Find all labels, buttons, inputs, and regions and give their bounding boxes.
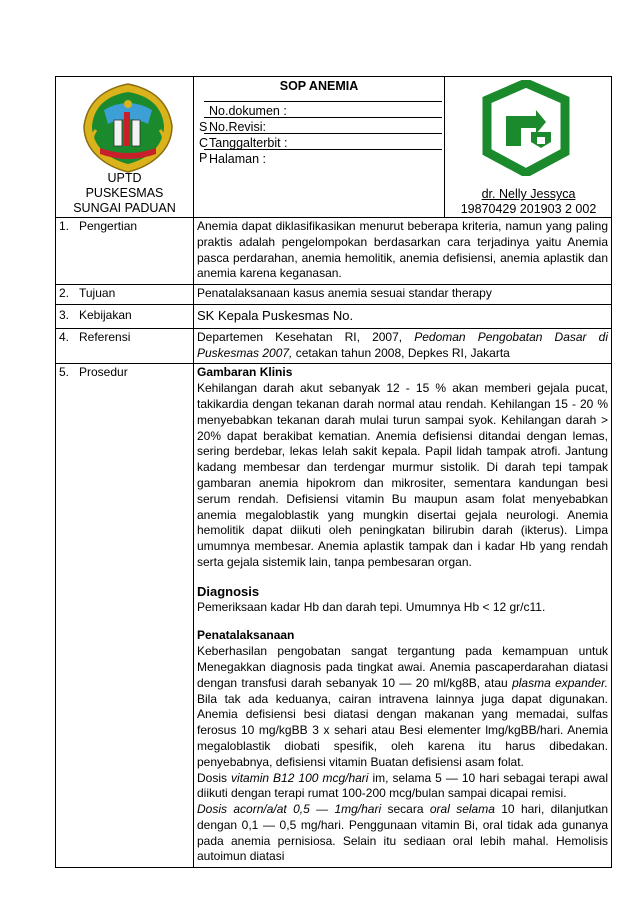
meta-tanggal-terbit: Tanggalterbit : [209, 136, 288, 150]
row-label [56, 304, 194, 328]
gambaran-klinis-text: Kehilangan darah akut sebanyak 12 - 15 % akan memberi gejala pucat, takikardia dengan tekanan darah normal atau rendah. Kehilangan 15 - 20 % menyebabkan tekanan darah mulai turun sampai syok. Kehilangan darah > 20% dapat berakibat kematian. Anemia defisiensi ditandai dengan lemas, sering berdebar, lekas lelah sakit kepala. Papil lidah tampak atrofi. Jantung kadang membesar dan terdengar murmur sistolik. Di darah tepi tampak gambaran anemia hipokrom dan mikrositer, sementara kandungan besi serum rendah. Defisiensi vitamin Bu maupun asam folat menyebabkan anemia megaloblastik yang mungkin disertai gejala neurologi. Anemia hemolitik dapat diikuti oleh peningkatan bilirubin darah (ikterus). Limpa umumnya membesar. Anemia aplastik tampak dan i kadar Hb yang rendah serta gejala sistemik lain, tanpa pembesaran organ. [197, 381, 608, 569]
row-number: 4. [59, 329, 70, 344]
stub-letter: S [199, 120, 208, 134]
text-run: Dosis [197, 770, 232, 785]
row-number: 1. [59, 219, 70, 233]
dosis-folat-text [197, 802, 608, 865]
row-tujuan [56, 285, 612, 305]
row-kebijakan [56, 304, 612, 328]
text-run: plasma expander. [512, 675, 608, 690]
text-run: vitamin B12 100 mcg/hari [231, 770, 369, 785]
stub-letter: P [199, 151, 208, 165]
row-label-text: Pengertian [79, 219, 138, 233]
diagnosis-text: Pemeriksaan kadar Hb dan darah tepi. Umumnya Hb < 12 gr/c11. [197, 599, 546, 614]
row-label-text: Tujuan [79, 286, 116, 301]
penatalaksanaan-text [197, 644, 608, 770]
dosis-b12-text [197, 771, 608, 803]
referensi-text [194, 328, 612, 364]
spacer [197, 571, 608, 584]
row-label-text: Referensi [79, 329, 131, 344]
spacer [197, 615, 608, 628]
row-number: 2. [59, 286, 70, 301]
pengertian-text: Anemia dapat diklasifikasikan menurut beberapa kriteria, namun yang paling praktis adalah pengelompokan berdasarkan cara terjadinya yaitu Anemia pasca perdarahan, anemia hemolitik, anemia defisiensi, anemia aplastik dan anemia karena keganasan. [194, 218, 612, 285]
org-line: PUSKESMAS [85, 186, 164, 200]
doctor-name: dr. Nelly Jessyca [481, 187, 576, 201]
text-run: secara [381, 802, 430, 817]
kebijakan-text: SK Kepala Puskesmas No. [194, 304, 612, 328]
row-label [56, 285, 194, 305]
row-label-text: Prosedur [79, 365, 128, 380]
regency-emblem-logo [76, 80, 180, 176]
text-run: oral selama [429, 802, 495, 817]
section-heading: Gambaran Klinis [197, 365, 293, 380]
row-referensi [56, 328, 612, 364]
org-name [56, 171, 193, 216]
row-label [56, 364, 194, 868]
doctor-nip: 19870429 201903 2 002 [460, 202, 597, 216]
doctor-signature-block [444, 187, 613, 217]
page-title: SOP ANEMIA [279, 79, 359, 93]
sop-table [55, 217, 612, 868]
section-heading: Diagnosis [197, 583, 260, 599]
stub-letter: C [199, 136, 209, 150]
text-run: im, selama 5 — 10 hari sebagai terapi awal diikuti dengan terapi rumat 100-200 mcg/bulan sampai dicapai remisi. [197, 770, 609, 801]
org-line: SUNGAI PADUAN [73, 201, 176, 215]
referensi-book-title: Pedoman Pengobatan Dasar di Puskesmas 2007, [197, 329, 608, 360]
text-run: Dosis acorn/a/at 0,5 — 1mg/hari [197, 802, 382, 817]
meta-halaman: Halaman : [209, 152, 266, 166]
sop-document [55, 76, 612, 868]
divider [193, 77, 194, 217]
section-heading: Penatalaksanaan [197, 628, 295, 643]
row-pengertian [56, 218, 612, 285]
referensi-part: Departemen Kesehatan RI, 2007, [197, 329, 415, 344]
row-number: 5. [59, 365, 70, 380]
row-label [56, 218, 194, 285]
puskesmas-logo [451, 80, 601, 176]
meta-no-revisi: No.Revisi: [209, 120, 266, 134]
row-label [56, 328, 194, 364]
meta-no-dokumen: No.dokumen : [209, 104, 287, 118]
row-number: 3. [59, 307, 70, 322]
divider [204, 101, 442, 102]
referensi-part: cetakan tahun 2008, Depkes RI, Jakarta [292, 345, 510, 360]
text-run: Keberhasilan pengobatan sangat tergantung pada kemampuan untuk Menegakkan diagnosis pada tingkat awai. Anemia pascaperdarahan diatasi dengan transfusi darah sebanyak 10 — 20 ml/kg8B, atau [197, 644, 608, 690]
text-run: Bila tak ada keduanya, cairan intravena lainnya juga dapat digunakan. Anemia defisiensi besi diatasi dengan makanan yang memadai, sulfas ferosus 10 mg/kgBB 3 x sehari atau Besi elementer lmg/kgBB/hari. Anemia megaloblastik diobati spesifik, oleh karena itu harus dibedakan. penyebabnya, defisiensi vitamin Buatan defisiensi asam folat. [197, 691, 608, 769]
org-line: UPTD [107, 171, 142, 185]
text-run: 10 hari, dilanjutkan dengan 0,1 — 0,5 mg/hari. Penggunaan vitamin Bi, oral tidak ada gunanya pada anemia pernisiosa. Selain itu sediaan oral lebih mahal. Hemolisis autoimun diatasi [197, 802, 609, 864]
sop-header [55, 76, 612, 217]
row-label-text: Kebijakan [79, 307, 132, 322]
prosedur-content [194, 364, 612, 868]
row-prosedur [56, 364, 612, 868]
tujuan-text: Penatalaksanaan kasus anemia sesuai standar therapy [194, 285, 612, 305]
